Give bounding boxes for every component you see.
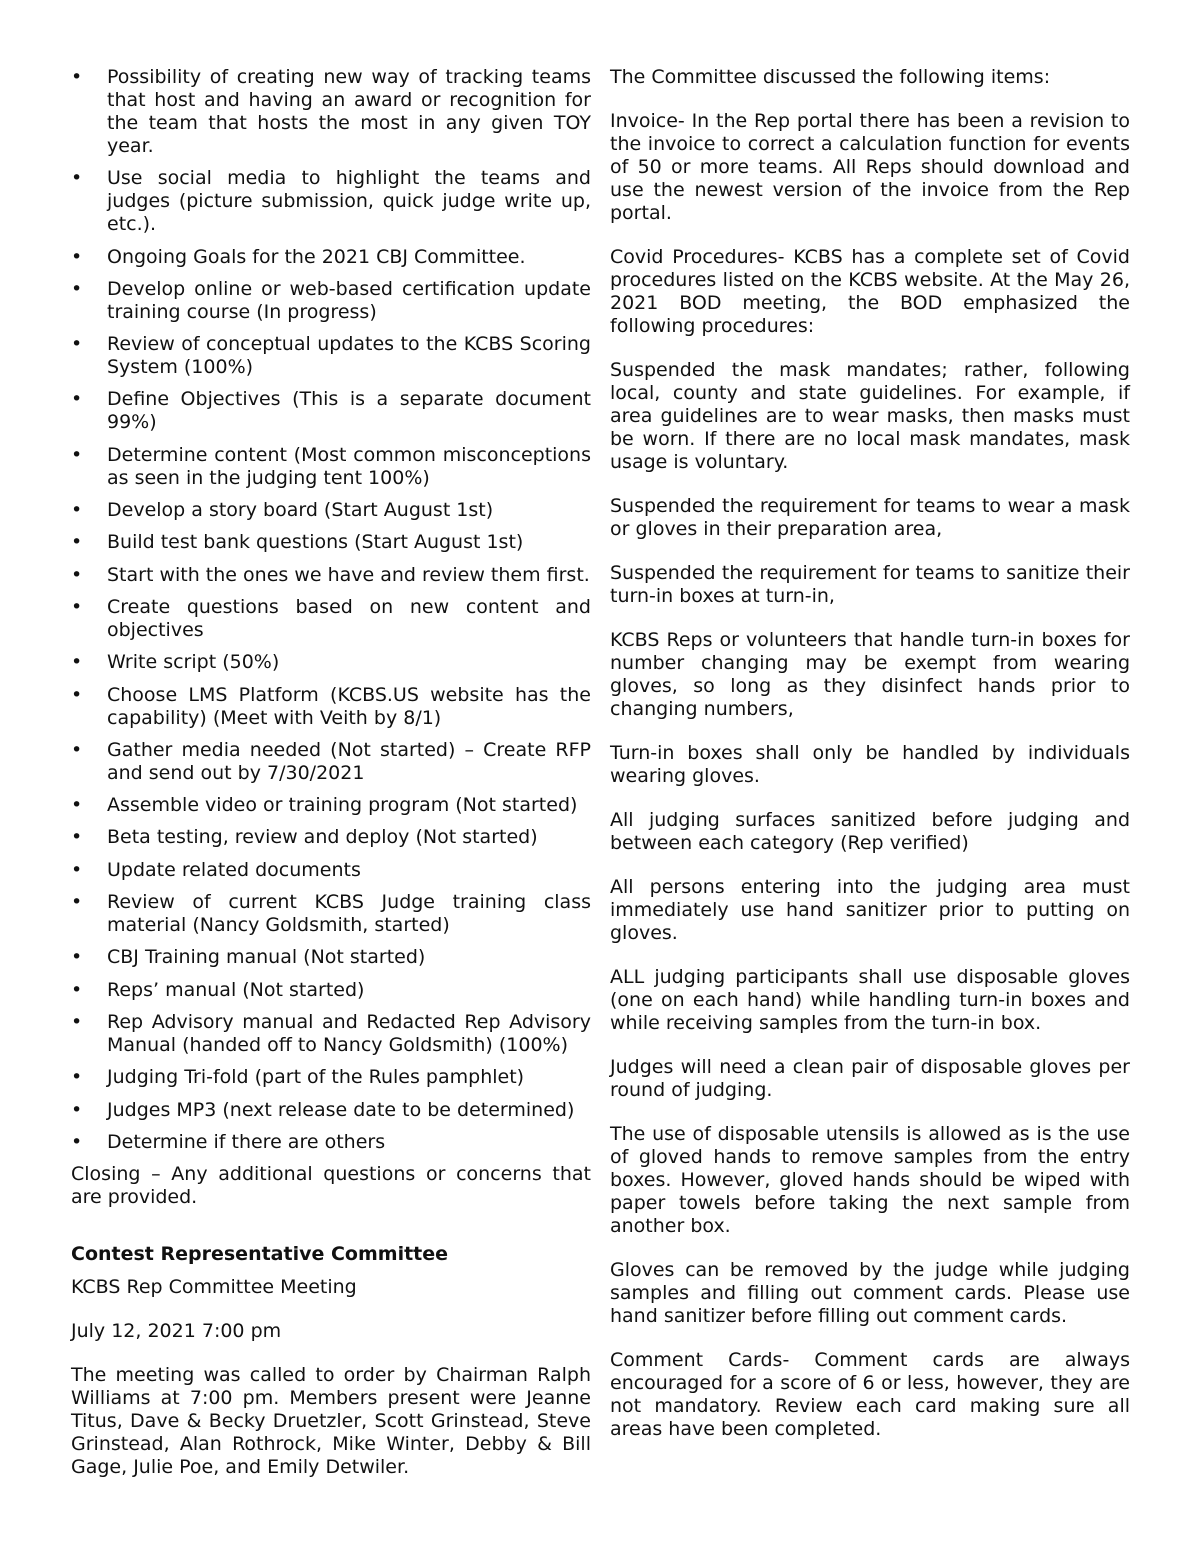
paragraph: All persons entering into the judging area must immediately use hand sanitizer prior to putting on gloves.	[610, 876, 1130, 944]
bullet-item: • Build test bank questions (Start August 1st)	[71, 531, 591, 554]
section-heading: Contest Representative Committee	[71, 1243, 449, 1266]
right-column	[610, 66, 1130, 1462]
bullet-item: • Ongoing Goals for the 2021 CBJ Committee.	[71, 246, 591, 269]
bullet-item: • Define Objectives (This is a separate document 99%)	[71, 388, 591, 434]
bullet-item: • Possibility of creating new way of tracking teams that host and having an award or recognition for the team that hosts the most in any given TOY year.	[71, 66, 591, 158]
paragraph: Judges will need a clean pair of disposable gloves per round of judging.	[610, 1056, 1130, 1101]
goals-bullet-list	[71, 66, 591, 1154]
bullet-item: • Update related documents	[71, 859, 591, 882]
bullet-item: • Use social media to highlight the teams and judges (picture submission, quick judge write up, etc.).	[71, 167, 591, 236]
bullet-item: • Gather media needed (Not started) – Create RFP and send out by 7/30/2021	[71, 739, 591, 785]
bullet-item: • Create questions based on new content and objectives	[71, 596, 591, 642]
bullet-item: • Review of conceptual updates to the KCBS Scoring System (100%)	[71, 333, 591, 379]
bullet-item: • Develop online or web-based certification update training course (In progress)	[71, 278, 591, 324]
bullet-item: • Develop a story board (Start August 1st)	[71, 499, 591, 522]
paragraph: Covid Procedures- KCBS has a complete set of Covid procedures listed on the KCBS website. At the May 26, 2021 BOD meeting, the BOD emphasized the following procedures:	[610, 246, 1130, 337]
bullet-item: • CBJ Training manual (Not started)	[71, 946, 591, 969]
bullet-item: • Determine if there are others	[71, 1131, 591, 1154]
paragraph: Suspended the mask mandates; rather, following local, county and state guidelines. For example, if area guidelines are to wear masks, then masks must be worn. If there are no local mask mandates, mask usage is voluntary.	[610, 359, 1130, 473]
paragraph: ALL judging participants shall use disposable gloves (one on each hand) while handling turn-in boxes and while receiving samples from the turn-in box.	[610, 966, 1130, 1034]
bullet-item: • Judges MP3 (next release date to be determined)	[71, 1099, 591, 1122]
bullet-item: • Rep Advisory manual and Redacted Rep Advisory Manual (handed off to Nancy Goldsmith) (100%)	[71, 1011, 591, 1057]
paragraph: Suspended the requirement for teams to sanitize their turn-in boxes at turn-in,	[610, 562, 1130, 607]
paragraph: Comment Cards- Comment cards are always encouraged for a score of 6 or less, however, they are not mandatory. Review each card making sure all areas have been completed.	[610, 1349, 1130, 1440]
bullet-item: • Start with the ones we have and review them first.	[71, 564, 591, 587]
bullet-item: • Judging Tri-fold (part of the Rules pamphlet)	[71, 1066, 591, 1089]
meeting-intro-paragraph: The meeting was called to order by Chairman Ralph Williams at 7:00 pm. Members present were Jeanne Titus, Dave & Becky Druetzler, Scott Grinstead, Steve Grinstead, Alan Rothrock, Mike Winter, Debby & Bill Gage, Julie Poe, and Emily Detwiler.	[71, 1364, 591, 1479]
paragraph: Gloves can be removed by the judge while judging samples and filling out comment cards. Please use hand sanitizer before filling out comment cards.	[610, 1259, 1130, 1327]
paragraph: The Committee discussed the following items:	[610, 66, 1051, 88]
bullet-item: • Review of current KCBS Judge training class material (Nancy Goldsmith, started)	[71, 891, 591, 937]
paragraph: The use of disposable utensils is allowed as is the use of gloved hands to remove samples from the entry boxes. However, gloved hands should be wiped with paper towels before taking the next sample from another box.	[610, 1123, 1130, 1237]
paragraph: Turn-in boxes shall only be handled by individuals wearing gloves.	[610, 742, 1130, 787]
bullet-item: • Beta testing, review and deploy (Not started)	[71, 826, 591, 849]
paragraph: Suspended the requirement for teams to wear a mask or gloves in their preparation area,	[610, 495, 1130, 540]
bullet-item: • Write script (50%)	[71, 651, 591, 674]
bullet-item: • Choose LMS Platform (KCBS.US website has the capability) (Meet with Veith by 8/1)	[71, 684, 591, 730]
bullet-item: • Assemble video or training program (Not started)	[71, 794, 591, 817]
bullet-item: • Determine content (Most common misconceptions as seen in the judging tent 100%)	[71, 444, 591, 490]
bullet-item: • Reps’ manual (Not started)	[71, 979, 591, 1002]
left-column	[71, 66, 591, 1479]
closing-paragraph: Closing – Any additional questions or concerns that are provided.	[71, 1163, 591, 1209]
meeting-name: KCBS Rep Committee Meeting	[71, 1276, 357, 1299]
meeting-date: July 12, 2021 7:00 pm	[71, 1320, 282, 1343]
paragraph: KCBS Reps or volunteers that handle turn-in boxes for number changing may be exempt from wearing gloves, so long as they disinfect hands prior to changing numbers,	[610, 629, 1130, 720]
paragraph: All judging surfaces sanitized before judging and between each category (Rep verified)	[610, 809, 1130, 854]
paragraph: Invoice- In the Rep portal there has been a revision to the invoice to correct a calculation function for events of 50 or more teams. All Reps should download and use the newest version of the invoice from the Rep portal.	[610, 110, 1130, 224]
